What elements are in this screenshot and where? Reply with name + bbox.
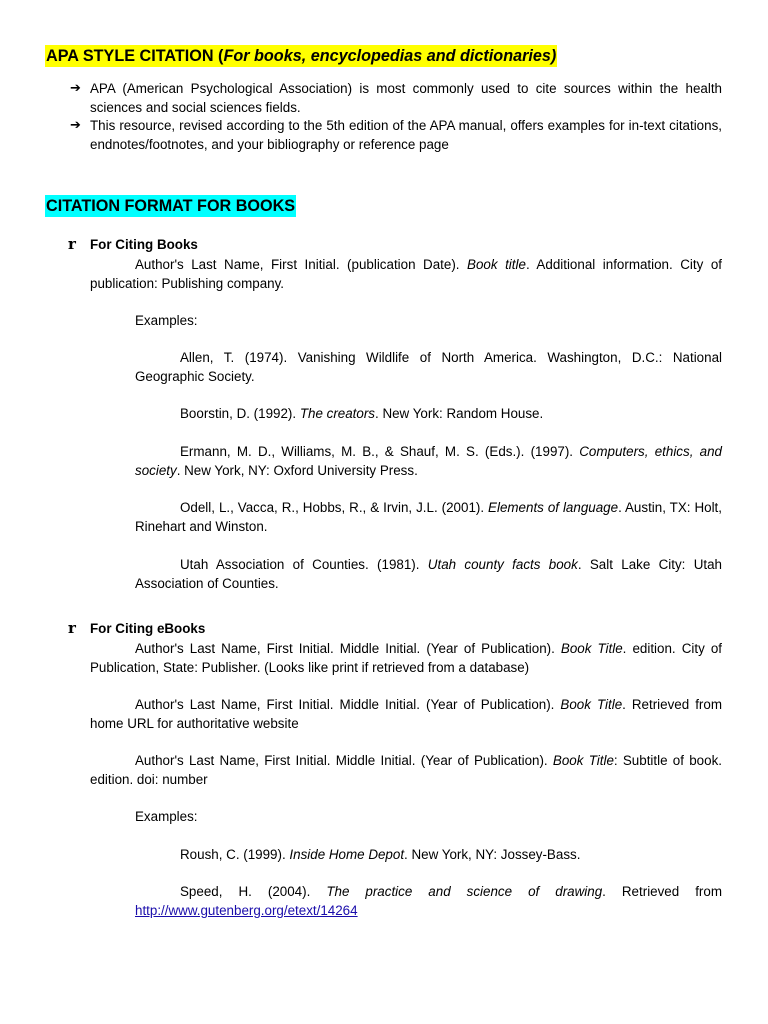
ebooks-examples-label: Examples: <box>135 809 198 824</box>
ebooks-subheading: r For Citing eBooks <box>68 619 206 637</box>
books-format: Author's Last Name, First Initial. (publication Date). Book title. Additional information. City of publication: Publishing company. <box>90 257 722 291</box>
arrow-right-icon: ➔ <box>70 118 81 134</box>
book-example: Utah Association of Counties. (1981). Utah county facts book. Salt Lake City: Utah Association of Counties. <box>135 557 722 591</box>
section-heading: CITATION FORMAT FOR BOOKS <box>46 197 296 215</box>
bullet-glyph-icon: r <box>68 619 76 637</box>
ebook-example: Speed, H. (2004). The practice and science of drawing. Retrieved from http://www.gutenberg.org/etext/14264 <box>135 884 722 918</box>
page-title <box>45 45 557 67</box>
bullet-item: ➔ This resource, revised according to the 5th edition of the APA manual, offers examples for in-text citations, endnotes/footnotes, and your bibliography or reference page <box>70 118 722 152</box>
book-example: Odell, L., Vacca, R., Hobbs, R., & Irvin, J.L. (2001). Elements of language. Austin, TX: Holt, Rinehart and Winston. <box>135 500 722 534</box>
book-example: Ermann, M. D., Williams, M. B., & Shauf, M. S. (Eds.). (1997). Computers, ethics, and society. New York, NY: Oxford University Press. <box>135 444 722 478</box>
ebook-example: Roush, C. (1999). Inside Home Depot. New York, NY: Jossey-Bass. <box>180 847 581 862</box>
title-main: APA STYLE CITATION ( <box>46 47 224 65</box>
ebook-format: Author's Last Name, First Initial. Middle Initial. (Year of Publication). Book Title. edition. City of Publication, State: Publisher. (Looks like print if retrieved from a database) <box>90 641 722 675</box>
bullet-item: ➔ APA (American Psychological Association) is most commonly used to cite sources within the health sciences and social sciences fields. <box>70 81 722 115</box>
ebook-format: Author's Last Name, First Initial. Middle Initial. (Year of Publication). Book Title. Retrieved from home URL for authoritative website <box>90 697 722 731</box>
gutenberg-link[interactable]: http://www.gutenberg.org/etext/14264 <box>135 902 358 918</box>
books-examples-label: Examples: <box>135 313 198 328</box>
book-example: Allen, T. (1974). Vanishing Wildlife of North America. Washington, D.C.: National Geographic Society. <box>135 350 722 384</box>
bullet-glyph-icon: r <box>68 235 76 253</box>
arrow-right-icon: ➔ <box>70 81 81 96</box>
ebook-format: Author's Last Name, First Initial. Middle Initial. (Year of Publication). Book Title: Subtitle of book. edition. doi: number <box>90 753 722 787</box>
book-example: Boorstin, D. (1992). The creators. New York: Random House. <box>180 406 544 421</box>
title-italic: For books, encyclopedias and dictionaries) <box>223 47 557 65</box>
books-subheading: r For Citing Books <box>68 235 198 253</box>
intro-bullets <box>70 80 722 154</box>
